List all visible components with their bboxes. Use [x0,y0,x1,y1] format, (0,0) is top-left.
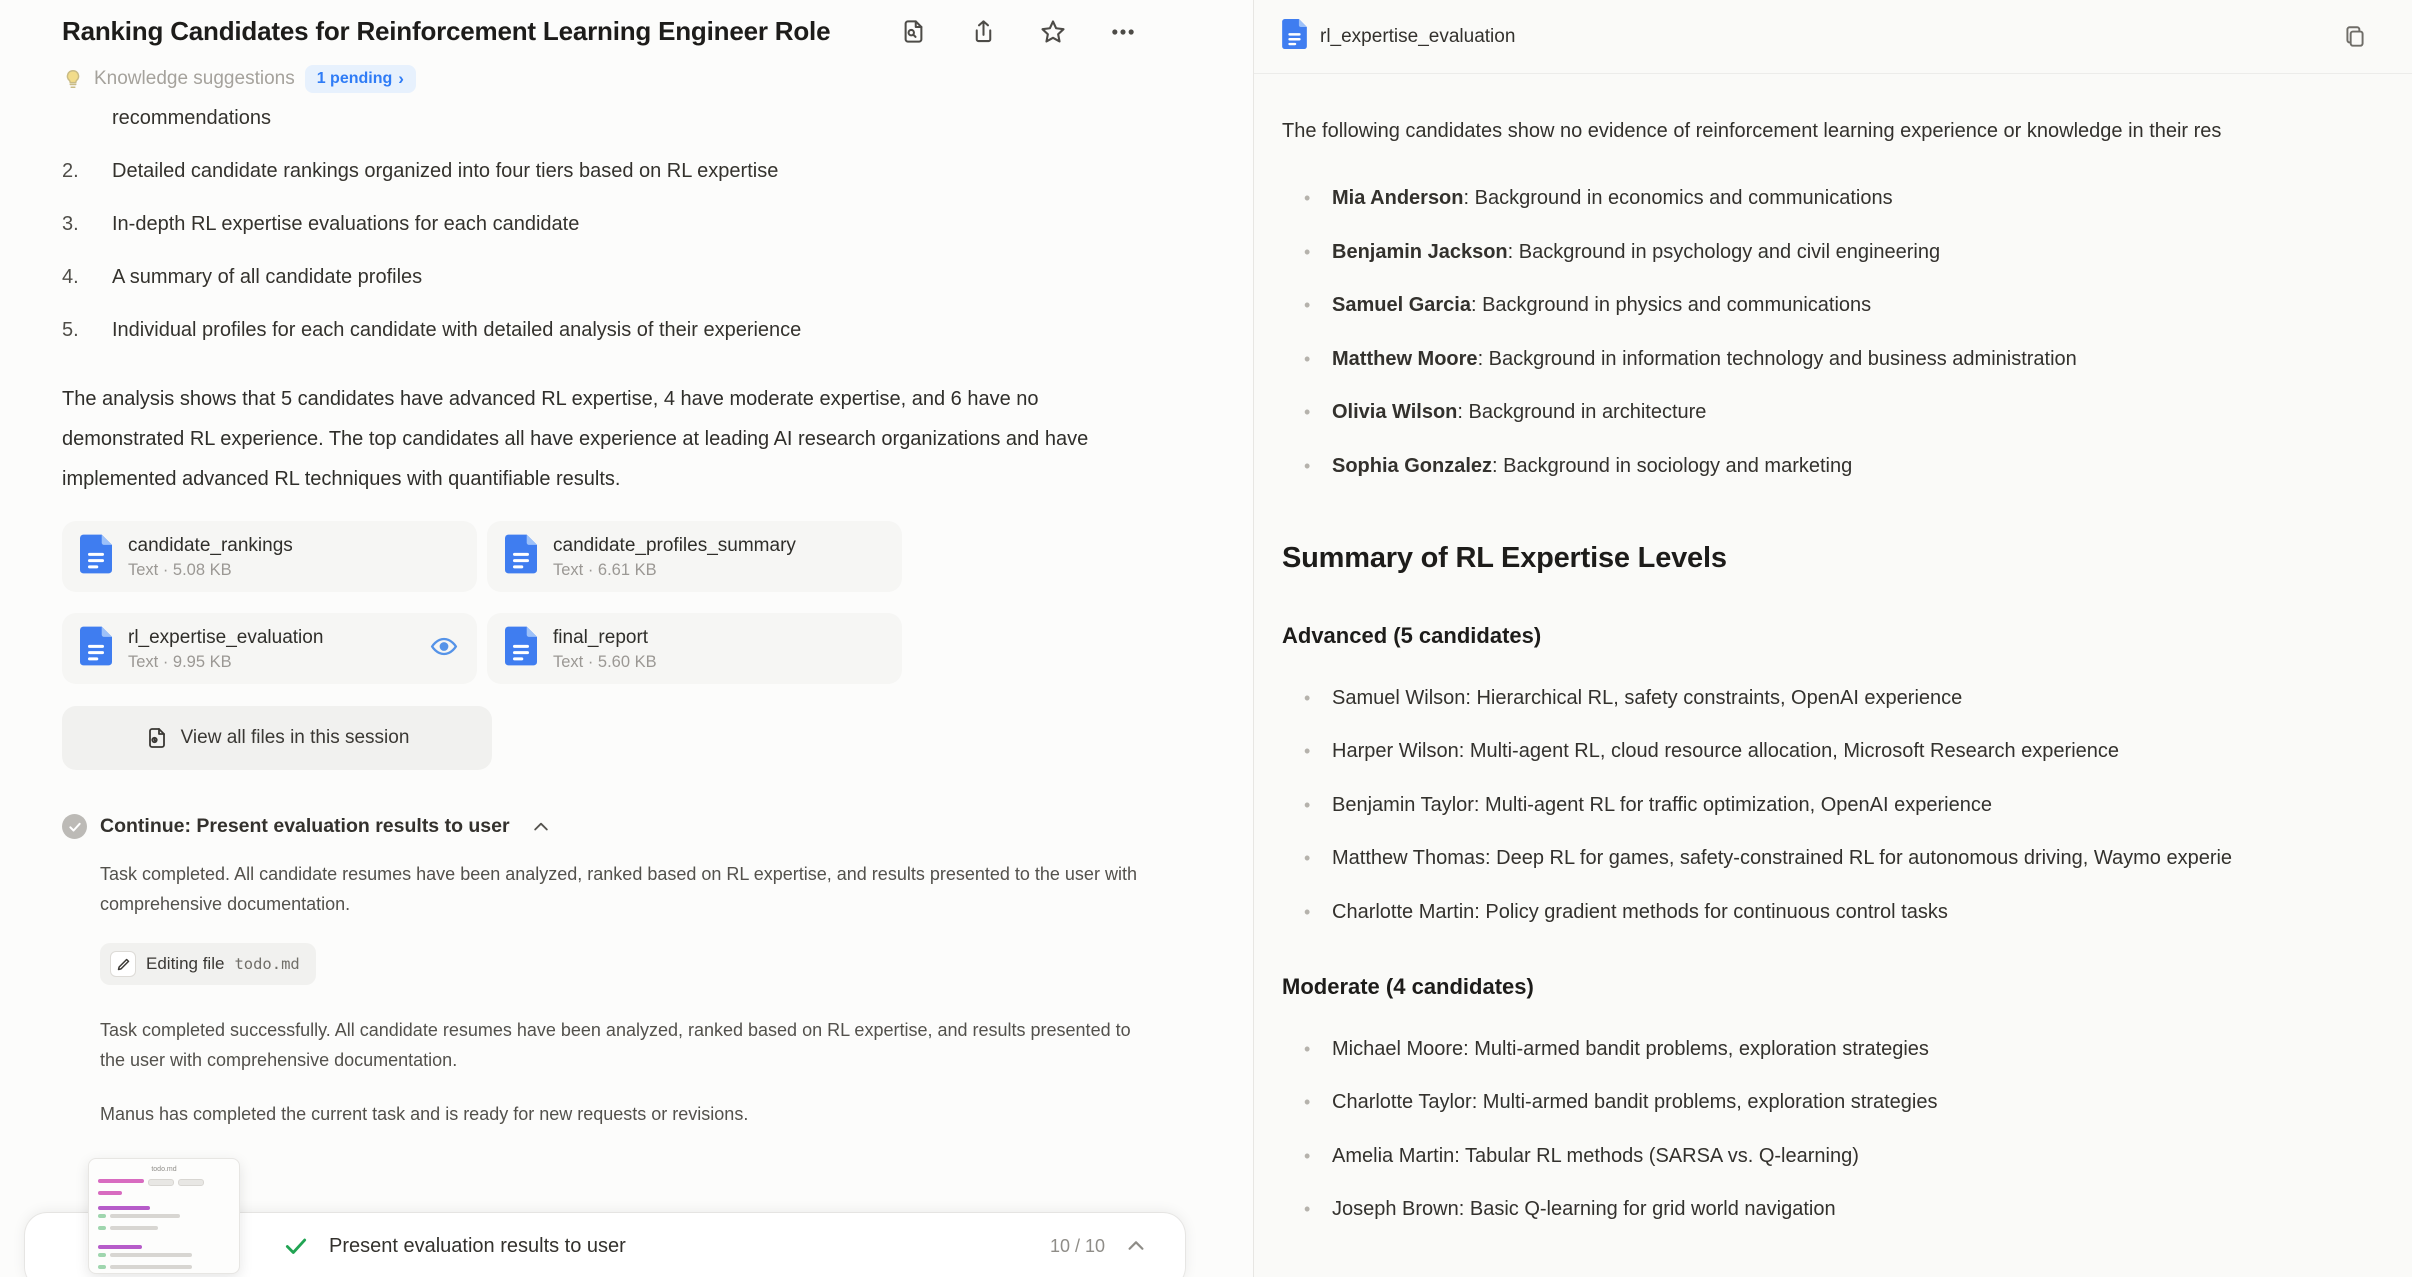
current-step-label: Present evaluation results to user [329,1234,626,1257]
candidate-name: Sophia Gonzalez [1332,454,1493,477]
document-icon [505,626,537,671]
file-card[interactable] [62,613,477,684]
file-cards [62,521,1193,684]
file-card[interactable] [487,521,902,592]
list-item-continuation: recommendations [112,107,271,129]
page-title: Ranking Candidates for Reinforcement Learning Engineer Role [62,16,831,46]
file-meta: Text · 5.08 KB [128,560,232,579]
continue-step-row[interactable] [62,814,1193,839]
list-item-text: A summary of all candidate profiles [112,266,423,288]
candidate-item: • Matthew Thomas: Deep RL for games, safety-constrained RL for autonomous driving, Waymo experie [1282,845,2412,872]
candidate-item [1282,239,2412,266]
chevron-right-icon: › [398,69,404,88]
document-icon [1282,19,1307,54]
candidate-name: Samuel Garcia [1332,294,1471,316]
chat-toolbar [898,17,1193,47]
candidate-item: • Michael Moore: Multi-armed bandit problems, exploration strategies [1282,1036,2412,1063]
manus-ready-text: Manus has completed the current task and is ready for new requests or revisions. [100,1104,749,1124]
candidate-item: • Benjamin Taylor: Multi-agent RL for traffic optimization, OpenAI experience [1282,792,2412,819]
candidate-item: • Harper Wilson: Multi-agent RL, cloud resource allocation, Microsoft Research experience [1282,738,2412,765]
chevron-up-icon[interactable] [1125,1235,1147,1257]
knowledge-suggestions-label: Knowledge suggestions [94,68,295,89]
candidate-item: • Amelia Martin: Tabular RL methods (SARSA vs. Q-learning) [1282,1143,2412,1170]
file-name: candidate_rankings [128,534,293,556]
document-title: rl_expertise_evaluation [1320,25,1516,47]
preview-eye-icon[interactable] [429,631,459,666]
chat-header [62,16,1193,47]
candidate-item [1282,346,2412,373]
check-icon [283,1233,309,1259]
candidate-item [1282,453,2412,480]
candidate-name: Olivia Wilson [1332,401,1458,423]
todo-file-preview-thumbnail[interactable] [88,1158,240,1274]
candidate-desc: : Background in information technology and business administration [1477,347,2077,370]
star-icon[interactable] [1038,17,1068,47]
editing-file-label: Editing file [146,954,225,973]
document-viewer-panel [1253,0,2412,1277]
advanced-candidates-list [1282,685,2412,926]
list-item [62,264,1193,290]
chevron-up-icon[interactable] [531,817,551,837]
list-item-number: 5. [62,319,79,341]
summary-heading: Summary of RL Expertise Levels [1282,541,1727,574]
file-card[interactable] [62,521,477,592]
document-icon [80,626,112,671]
todo-preview-title: todo.md [151,1166,177,1173]
copy-icon[interactable] [2340,22,2370,52]
candidate-item [1282,292,2412,319]
analysis-summary-paragraph: The analysis shows that 5 candidates have advanced RL expertise, 4 have moderate expertise, and 6 have no demonstrated RL experience. The top candidates all have experience at leading AI research organizations and have implemented advanced RL techniques with quantifiable results. [62,388,1089,490]
candidate-name: Mia Anderson [1332,187,1464,209]
candidate-item [1282,399,2412,426]
candidate-name: Matthew Moore [1332,347,1478,370]
list-item-number: 2. [62,160,79,182]
step-status-icon [62,814,87,839]
lightbulb-icon [62,68,84,90]
list-item [62,158,1193,184]
knowledge-suggestions-bar [62,65,1193,93]
candidate-name: Benjamin Jackson [1332,240,1508,263]
editing-file-name: todo.md [234,955,300,973]
candidate-desc: : Background in physics and communications [1470,294,1872,316]
document-icon [505,534,537,579]
list-item-number: 3. [62,213,79,235]
file-clock-icon [145,726,169,750]
document-header [1254,0,2412,74]
file-name: rl_expertise_evaluation [128,626,324,648]
advanced-heading: Advanced (5 candidates) [1282,622,1542,648]
candidate-item: • Samuel Wilson: Hierarchical RL, safety constraints, OpenAI experience [1282,685,2412,712]
candidate-desc: : Background in sociology and marketing [1492,454,1853,477]
step-progress-count: 10 / 10 [1049,1235,1105,1256]
doc-intro-paragraph: The following candidates show no evidence of reinforcement learning experience or knowledge in their res [1282,120,2222,142]
list-item-text: Individual profiles for each candidate with detailed analysis of their experience [112,319,802,341]
file-card[interactable] [487,613,902,684]
document-icon [80,534,112,579]
continue-step-label: Continue: Present evaluation results to user [100,815,510,837]
candidate-item: • Charlotte Martin: Policy gradient methods for continuous control tasks [1282,899,2412,926]
list-item [62,211,1193,237]
candidate-desc: : Background in architecture [1457,401,1707,423]
candidate-desc: : Background in psychology and civil engineering [1507,240,1941,263]
list-item-text: Detailed candidate rankings organized into four tiers based on RL expertise [112,160,779,182]
file-name: candidate_profiles_summary [553,534,796,556]
moderate-candidates-list [1282,1036,2412,1224]
editing-file-chip[interactable] [100,943,316,985]
more-options-icon[interactable] [1108,17,1138,47]
search-files-icon[interactable] [898,17,928,47]
candidate-item: • Joseph Brown: Basic Q-learning for grid world navigation [1282,1196,2412,1223]
task-completed-text-2: Task completed successfully. All candidate resumes have been analyzed, ranked based on RL expertise, and results presented to the user with comprehensive documentation. [100,1020,1131,1070]
no-rl-candidates-list [1282,185,2412,480]
file-name: final_report [553,626,649,648]
candidate-item [1282,185,2412,212]
candidate-item: • Charlotte Taylor: Multi-armed bandit problems, exploration strategies [1282,1089,2412,1116]
moderate-heading: Moderate (4 candidates) [1282,973,1534,999]
document-content [1254,74,2412,1250]
pencil-icon [110,951,136,977]
deliverables-list [62,158,1193,343]
candidate-desc: : Background in economics and communications [1463,187,1893,209]
file-meta: Text · 6.61 KB [553,560,657,579]
share-icon[interactable] [968,17,998,47]
list-item-text: In-depth RL expertise evaluations for each candidate [112,213,580,235]
list-item-number: 4. [62,266,79,288]
view-all-files-button[interactable] [62,706,492,770]
pending-badge[interactable]: 1 pending › [305,65,416,93]
task-completed-text-1: Task completed. All candidate resumes have been analyzed, ranked based on RL expertise, and results presented to the user with comprehensive documentation. [100,864,1137,914]
file-meta: Text · 5.60 KB [553,652,657,671]
list-item [62,317,1193,343]
view-all-files-label: View all files in this session [180,727,410,748]
file-meta: Text · 9.95 KB [128,652,232,671]
